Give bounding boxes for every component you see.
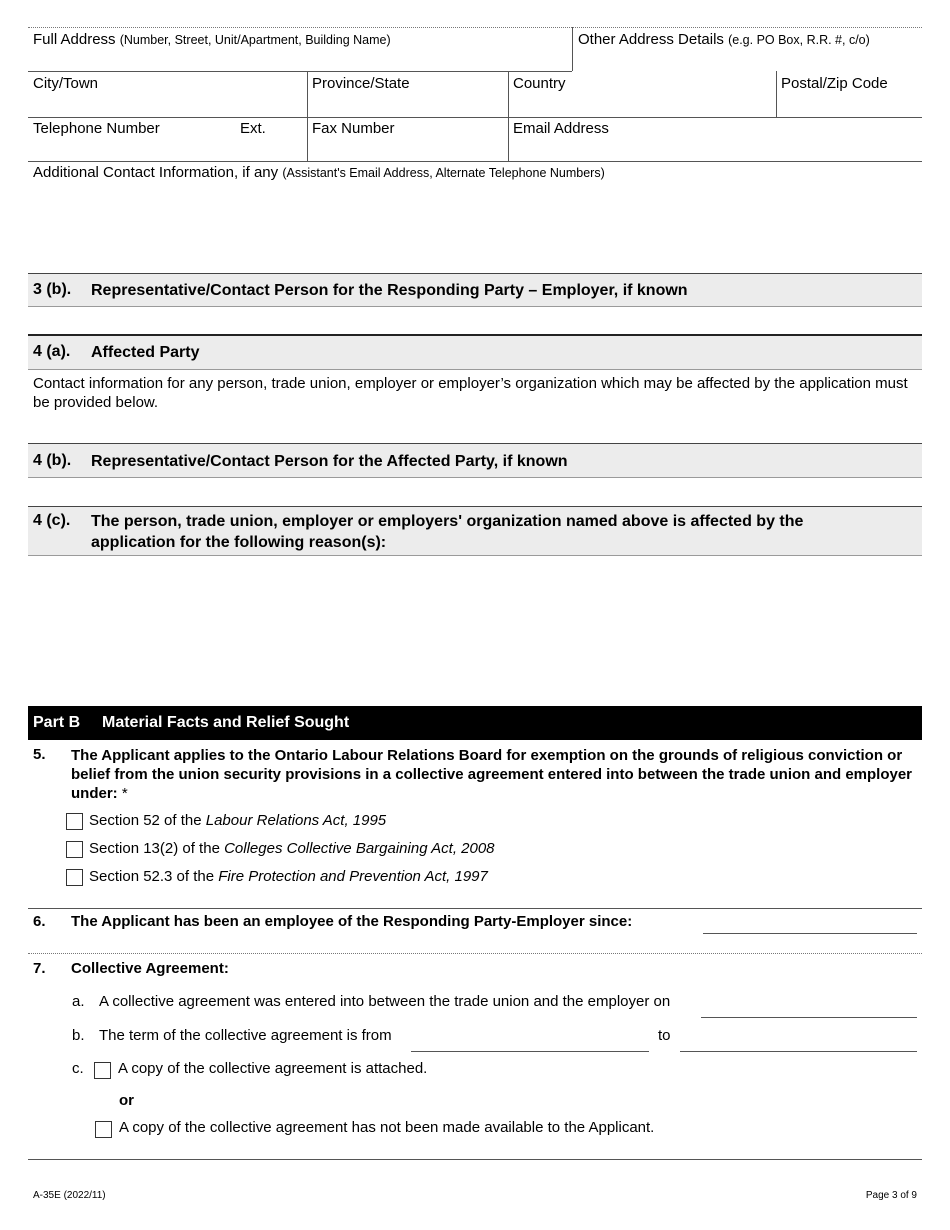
q7-title: Collective Agreement: (71, 960, 229, 977)
page-number: Page 3 of 9 (865, 1190, 917, 1201)
other-address-label: Other Address Details (578, 31, 724, 48)
q7c-not-available-label: A copy of the collective agreement has not been made available to the Applicant. (119, 1119, 655, 1136)
section-3b-title: Representative/Contact Person for the Responding Party – Employer, if known (91, 282, 688, 299)
telephone-label: Telephone Number (33, 120, 160, 137)
q7c-not-available-checkbox[interactable] (95, 1121, 112, 1138)
q5-option-1-checkbox[interactable] (66, 813, 83, 830)
other-address-hint: (e.g. PO Box, R.R. #, c/o) (728, 33, 870, 47)
q7b-text: The term of the collective agreement is from (99, 1027, 392, 1044)
q5-number: 5. (33, 746, 46, 763)
section-3b-header (28, 273, 922, 307)
q7b-from-date-input[interactable] (411, 1051, 649, 1052)
grid-divider (572, 27, 573, 71)
grid-row-line (28, 71, 572, 72)
full-address-field[interactable] (33, 31, 391, 48)
q7b-to-label: to (658, 1027, 671, 1044)
q7a-date-input[interactable] (701, 1017, 917, 1018)
part-b-header (28, 706, 922, 740)
q7b-letter: b. (72, 1027, 85, 1044)
section-4c-header (28, 506, 922, 556)
full-address-label: Full Address (33, 31, 116, 48)
q6-text: The Applicant has been an employee of the Responding Party-Employer since: (71, 913, 633, 930)
email-field[interactable] (513, 120, 609, 137)
q5-option-1-act: Labour Relations Act, 1995 (205, 812, 387, 829)
grid-divider (776, 71, 777, 117)
q7c-attached-label: A copy of the collective agreement is attached. (118, 1060, 428, 1077)
fax-field[interactable] (312, 120, 395, 137)
grid-divider (508, 71, 509, 161)
q5-required-mark: * (117, 785, 128, 802)
q7a-letter: a. (72, 993, 85, 1010)
q7c-or-label: or (119, 1092, 134, 1109)
q7c-letter: c. (72, 1060, 84, 1077)
province-label: Province/State (312, 75, 410, 92)
q5-option-3-act: Fire Protection and Prevention Act, 1997 (218, 868, 488, 885)
q7-number: 7. (33, 960, 46, 977)
q5-option-2-checkbox[interactable] (66, 841, 83, 858)
q7a-text: A collective agreement was entered into between the trade union and the employer on (99, 993, 671, 1010)
q5-option-2-label (89, 840, 495, 857)
additional-contact-hint: (Assistant's Email Address, Alternate Telephone Numbers) (282, 166, 605, 180)
q5-option-2-act: Colleges Collective Bargaining Act, 2008 (224, 840, 495, 857)
grid-row-line (28, 117, 922, 118)
q5-option-3-prefix: Section 52.3 of the (89, 868, 219, 885)
ext-field[interactable] (240, 120, 266, 137)
province-field[interactable] (312, 75, 410, 92)
country-label: Country (513, 75, 566, 92)
grid-row-line (28, 161, 922, 162)
q6-number: 6. (33, 913, 46, 930)
footer-divider (28, 1159, 922, 1160)
q5-text: The Applicant applies to the Ontario Labour Relations Board for exemption on the grounds of religious conviction or belief from the union security provisions in a collective agreement entered into between the trade union and employer under: (71, 747, 913, 802)
q6-date-input[interactable] (703, 933, 917, 934)
section-4b-header (28, 443, 922, 478)
section-4b-number: 4 (b). (33, 452, 72, 469)
form-id: A-35E (2022/11) (33, 1190, 106, 1201)
q5-option-3-checkbox[interactable] (66, 869, 83, 886)
postal-label: Postal/Zip Code (781, 75, 888, 92)
email-label: Email Address (513, 120, 609, 137)
city-field[interactable] (33, 75, 98, 92)
ext-label: Ext. (240, 120, 266, 137)
section-4a-note: Contact information for any person, trade union, employer or employer’s organization which may be affected by the application must be provided below. (33, 375, 908, 411)
q7b-to-date-input[interactable] (680, 1051, 917, 1052)
section-4b-title: Representative/Contact Person for the Affected Party, if known (91, 453, 568, 470)
section-4a-header (28, 334, 922, 370)
grid-top-border (28, 27, 922, 28)
q5-option-3-label (89, 868, 488, 885)
section-3b-number: 3 (b). (33, 281, 72, 298)
fax-label: Fax Number (312, 120, 395, 137)
part-b-label: Part B (33, 714, 81, 731)
full-address-hint: (Number, Street, Unit/Apartment, Building Name) (119, 33, 391, 47)
divider (28, 908, 922, 909)
section-4c-title: The person, trade union, employer or employers' organization named above is affected by the application for the following reason(s): (91, 513, 804, 551)
section-4c-number: 4 (c). (33, 512, 71, 529)
country-field[interactable] (513, 75, 566, 92)
q5-question (71, 746, 916, 803)
additional-contact-field[interactable] (33, 164, 605, 181)
q5-option-1-label (89, 812, 386, 829)
additional-contact-label: Additional Contact Information, if any (33, 164, 279, 181)
q5-option-1-prefix: Section 52 of the (89, 812, 206, 829)
city-label: City/Town (33, 75, 99, 92)
other-address-field[interactable] (578, 31, 870, 48)
divider (28, 953, 922, 954)
part-b-title: Material Facts and Relief Sought (102, 714, 350, 731)
q5-option-2-prefix: Section 13(2) of the (89, 840, 225, 857)
telephone-field[interactable] (33, 120, 160, 137)
grid-divider (307, 71, 308, 161)
section-4a-title: Affected Party (91, 344, 200, 361)
section-4a-number: 4 (a). (33, 343, 71, 360)
postal-field[interactable] (781, 75, 888, 92)
q7c-attached-checkbox[interactable] (94, 1062, 111, 1079)
